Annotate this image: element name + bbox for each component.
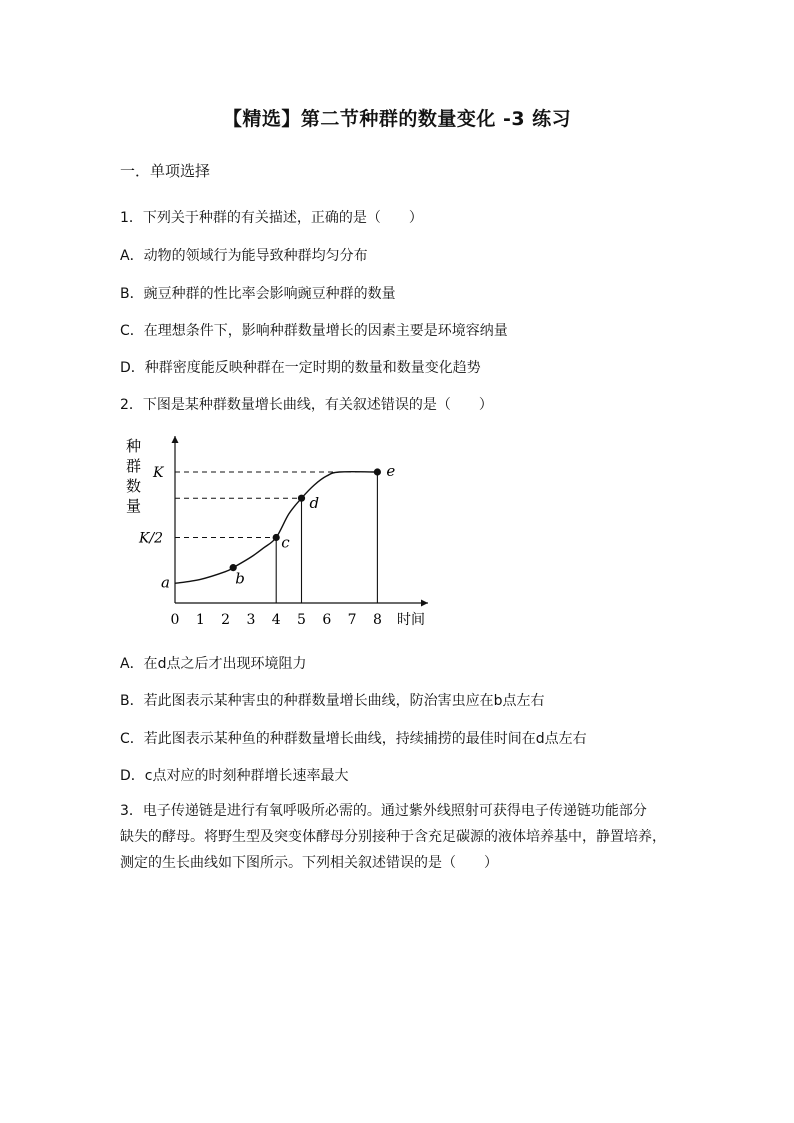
y-label-char: 群 [126, 457, 142, 475]
point-e-dot [374, 468, 381, 475]
point-a-label: a [161, 573, 170, 592]
y-tick-label-k-half: K/2 [139, 530, 164, 547]
x-tick-label: 1 [195, 612, 205, 628]
x-tick-label: 6 [322, 612, 332, 628]
x-tick-label: 7 [347, 612, 357, 628]
point-c-dot [273, 534, 280, 541]
point-c-label: c [281, 533, 290, 552]
point-d-label: d [309, 494, 320, 513]
section-heading: 一．单项选择 [120, 162, 211, 180]
x-axis-ticks [171, 612, 382, 628]
y-label-char: 量 [126, 497, 142, 515]
curve-points [161, 462, 395, 591]
question-3-line-1: 3．电子传递链是进行有氧呼吸所必需的。通过紫外线照射可获得电子传递链功能部分 [120, 803, 647, 819]
question-2-option-c: C．若此图表示某种鱼的种群数量增长曲线，持续捕捞的最佳时间在d点左右 [120, 731, 587, 747]
point-d-dot [298, 495, 305, 502]
x-tick-label: 3 [246, 612, 256, 628]
question-1-stem: 1．下列关于种群的有关描述，正确的是（ ） [120, 210, 423, 226]
y-axis-label [126, 437, 141, 515]
y-label-char: 数 [126, 477, 142, 495]
x-tick-label: 2 [221, 612, 231, 628]
question-2-option-b: B．若此图表示某种害虫的种群数量增长曲线，防治害虫应在b点左右 [120, 693, 545, 709]
x-tick-label: 5 [297, 612, 306, 628]
x-tick-label: 4 [271, 612, 281, 628]
question-1-option-b: B．豌豆种群的性比率会影响豌豆种群的数量 [120, 286, 396, 302]
question-2-stem: 2．下图是某种群数量增长曲线，有关叙述错误的是（ ） [120, 397, 493, 413]
point-b-label: b [235, 569, 245, 588]
point-e-label: e [386, 462, 396, 480]
y-label-char: 种 [126, 437, 142, 455]
question-1-option-c: C．在理想条件下，影响种群数量增长的因素主要是环境容纳量 [120, 323, 508, 339]
question-1-option-d: D．种群密度能反映种群在一定时期的数量和数量变化趋势 [120, 360, 481, 376]
x-tick-label: 0 [170, 612, 180, 628]
population-growth-chart [115, 428, 445, 633]
y-axis-ticks [138, 465, 165, 547]
x-tick-label: 8 [372, 612, 382, 628]
question-3-line-2: 缺失的酵母。将野生型及突变体酵母分别接种于含充足碳源的液体培养基中，静置培养， [120, 829, 666, 845]
x-axis-label: 时间 [397, 612, 425, 628]
question-2-option-d: D．c点对应的时刻种群增长速率最大 [120, 768, 349, 784]
question-2-option-a: A．在d点之后才出现环境阻力 [120, 656, 307, 672]
question-3-stem [120, 798, 680, 876]
y-tick-label-k: K [153, 465, 164, 481]
question-1-option-a: A．动物的领域行为能导致种群均匀分布 [120, 248, 368, 264]
question-3-line-3: 测定的生长曲线如下图所示。下列相关叙述错误的是（ ） [120, 855, 498, 871]
page-title: 【精选】第二节种群的数量变化 -3 练习 [222, 108, 572, 130]
